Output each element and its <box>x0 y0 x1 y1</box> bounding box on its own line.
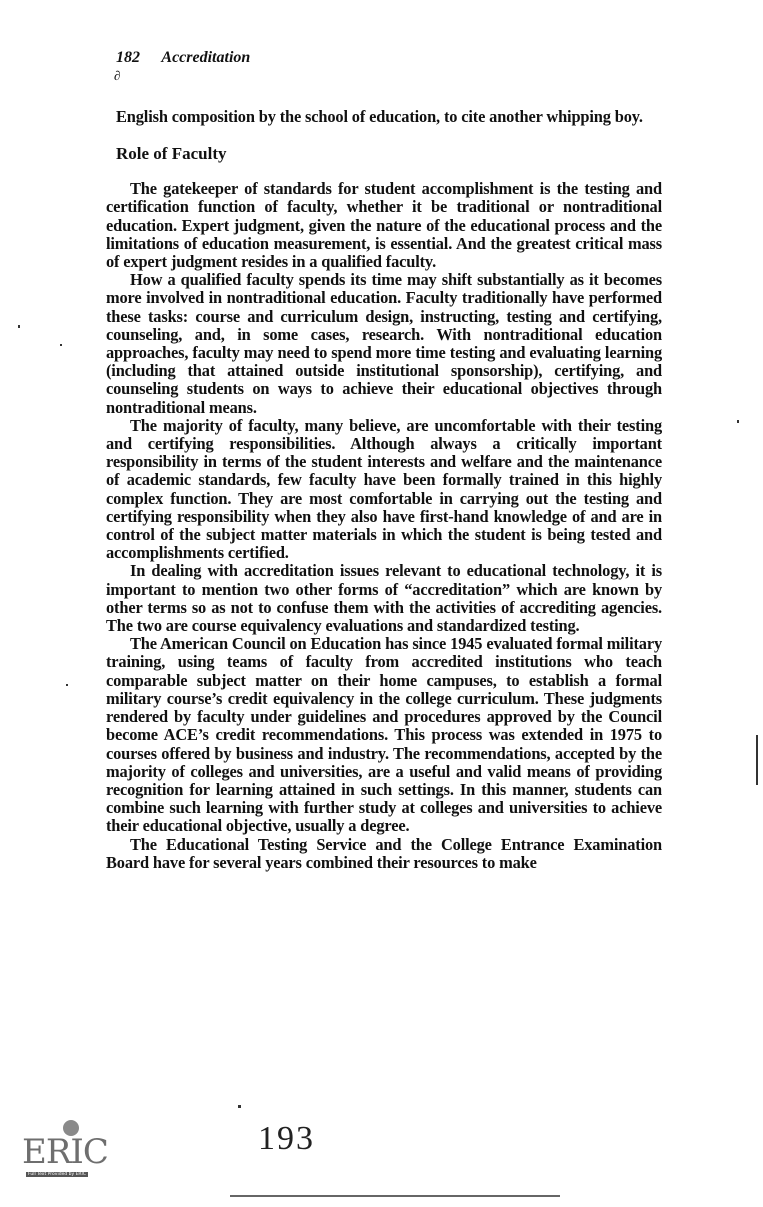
scan-speck <box>238 1105 241 1108</box>
scan-speck <box>737 420 739 423</box>
eric-tagline: Full Text Provided by ERIC <box>28 1172 87 1177</box>
margin-mark: ∂ <box>114 68 121 83</box>
section-heading: Role of Faculty <box>116 144 227 164</box>
running-header <box>116 49 250 67</box>
footer-page-number: 193 <box>258 1120 315 1157</box>
paragraph: How a qualified faculty spends its time may shift substantially as it becomes more involved in nontraditional education. Faculty traditionally have performed these tasks: course and curriculum design, instructing, testing and certifying, counseling, and, in some cases, research. With nontraditional education approaches, faculty may need to spend more time testing and evaluating learning (including that attained outside institutional sponsorship), certifying, and counseling students on ways to achieve their educational objectives through nontraditional means. <box>106 270 662 417</box>
scan-speck <box>18 325 20 328</box>
eric-wordmark: ERIC <box>22 1132 108 1172</box>
scan-edge-line <box>230 1195 560 1197</box>
paragraph: The Educational Testing Service and the College Entrance Examination Board have for several years combined their resources to make <box>106 834 662 872</box>
paragraph: The gatekeeper of standards for student accomplishment is the testing and certification function of faculty, whether it be traditional or nontraditional education. Expert judgment, given the nature of the educational process and the limitations of education measurement, is essential. And the greatest critical mass of expert judgment resides in a qualified faculty. <box>106 179 662 272</box>
paragraph: The majority of faculty, many believe, are uncomfortable with their testing and certifying responsibilities. Although always a critically important responsibility in terms of the student interests and welfare and the maintenance of academic standards, few faculty have been formally trained in this highly complex function. They are most comfortable in carrying out the testing and certifying responsibility when they also have first-hand knowledge of and are in control of the subject matter materials in which the student is being tested and accomplishments certified. <box>106 415 662 563</box>
paragraph: In dealing with accreditation issues relevant to educational technology, it is important to mention two other forms of “accreditation” which are known by other terms so as not to confuse them with the activities of accrediting agencies. The two are course equivalency evaluations and standardized testing. <box>106 561 662 636</box>
running-title: Accreditation <box>161 49 251 66</box>
paragraph-continuation: English composition by the school of education, to cite another whipping boy. <box>116 107 643 126</box>
scan-speck <box>756 735 758 785</box>
scan-speck <box>60 344 62 346</box>
eric-logo <box>22 1120 108 1184</box>
body-text <box>106 108 662 872</box>
paragraph: The American Council on Education has since 1945 evaluated formal military training, using teams of faculty from accredited institutions who teach comparable subject matter on their home campuses, to establish a formal military course’s credit equivalency in the college curriculum. These judgments rendered by faculty under guidelines and procedures approved by the Council become ACE’s credit recommendations. This process was extended in 1975 to courses offered by business and industry. The recommendations, accepted by the majority of colleges and universities, are a useful and valid means of providing recognition for learning attained in such settings. In this manner, students can combine such learning with further study at colleges and universities to achieve their educational objective, usually a degree. <box>106 634 662 836</box>
page-number: 182 <box>116 49 140 66</box>
scan-speck <box>66 684 68 686</box>
